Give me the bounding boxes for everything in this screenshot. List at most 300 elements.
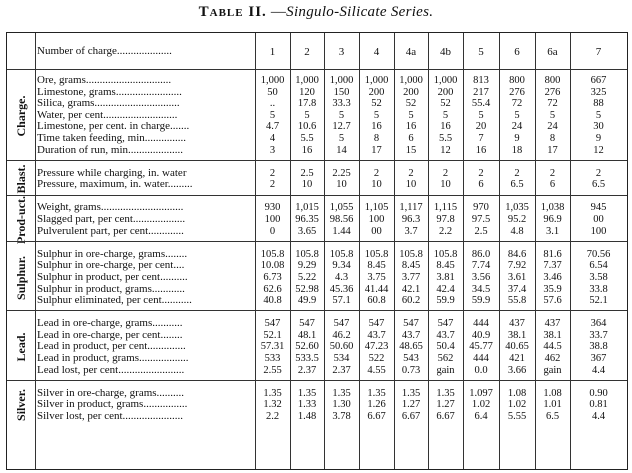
table-cell: 3.61 xyxy=(507,271,527,283)
table-cell: 1.35 xyxy=(332,387,351,399)
table-cell: 6.73 xyxy=(263,271,282,283)
table-cell: 3.78 xyxy=(332,410,351,422)
table-cell: 38.1 xyxy=(507,329,527,341)
table-cell: 57.1 xyxy=(332,295,351,307)
table-cell: 100 xyxy=(590,225,607,237)
table-cell: 1,000 xyxy=(295,75,319,86)
table-cell: 12 xyxy=(440,144,451,156)
group-divider xyxy=(7,310,627,311)
table-subtitle: Singulo-Silicate Series. xyxy=(286,4,434,20)
table-cell: 15 xyxy=(405,144,417,156)
table-cell: 8 xyxy=(549,133,556,144)
table-cell: 5 xyxy=(304,109,310,121)
column-header-6: 4b xyxy=(440,46,451,58)
table-cell: 1.27 xyxy=(436,399,455,411)
table-cell: 3.1 xyxy=(545,225,560,237)
table-cell: 4.4 xyxy=(591,410,606,422)
table-cell: 6.5 xyxy=(591,179,606,191)
table-cell: 1.27 xyxy=(401,399,421,411)
table-cell: 17 xyxy=(547,144,558,156)
table-cell: 55.8 xyxy=(507,295,527,307)
table-cell: 1.02 xyxy=(507,399,527,411)
table-cell: 325 xyxy=(590,86,607,98)
table-cell: 1,000 xyxy=(433,75,458,86)
row-label: Lead lost, per cent........................ xyxy=(37,364,185,376)
table-cell: 98.56 xyxy=(329,214,354,225)
header-label: Number of charge.................... xyxy=(37,46,172,57)
table-cell: 3.75 xyxy=(367,271,386,283)
table-cell: 2.2 xyxy=(265,410,280,422)
table-cell: 120 xyxy=(299,86,315,98)
table-cell: 62.6 xyxy=(263,283,282,295)
table-cell: 6.5 xyxy=(510,179,524,191)
table-cell: 3.77 xyxy=(401,271,421,283)
table-cell: 3.7 xyxy=(404,225,418,237)
table-cell: 1,000 xyxy=(399,75,423,86)
table-cell: 150 xyxy=(333,86,350,98)
table-cell: 10 xyxy=(301,179,313,191)
table-cell: 00 xyxy=(593,214,604,225)
table-cell: 1,000 xyxy=(260,75,285,86)
table-cell: 7 xyxy=(478,133,484,144)
table-cell: 7.92 xyxy=(507,260,527,272)
table-cell: 8.45 xyxy=(367,260,386,272)
row-label: Pressure while charging, in. water xyxy=(37,167,187,179)
table-cell: 7.37 xyxy=(543,260,562,272)
table-cell: 30 xyxy=(593,121,604,133)
table-cell: 6.67 xyxy=(367,410,386,422)
table-cell: 543 xyxy=(403,353,419,364)
table-cell: 72 xyxy=(547,98,558,110)
table-cell: 88 xyxy=(593,98,604,110)
table-cell: 217 xyxy=(473,86,489,98)
table-cell: 437 xyxy=(509,318,525,330)
table-cell: 3 xyxy=(269,144,276,156)
table-cell: 0.90 xyxy=(589,387,608,399)
table-cell: 421 xyxy=(509,353,525,364)
row-label: Limestone, per cent. in charge....... xyxy=(37,121,190,133)
table-cell: 18 xyxy=(511,144,523,156)
table-cell: 52 xyxy=(371,98,382,110)
table-cell: 1.44 xyxy=(332,225,351,237)
table-cell: 49.9 xyxy=(297,295,317,307)
table-cell: 2.55 xyxy=(263,364,282,376)
table-cell: 9 xyxy=(514,133,520,144)
table-cell: 1.35 xyxy=(367,387,386,399)
table-cell: 50 xyxy=(267,86,278,98)
row-label: Lead in ore-charge, grams........... xyxy=(37,318,183,330)
table-cell: 930 xyxy=(264,202,281,214)
table-cell: 5 xyxy=(408,109,414,121)
group-label: Prod-uct. xyxy=(14,195,28,244)
table-cell: 46.2 xyxy=(332,329,351,341)
table-cell: 3.58 xyxy=(589,271,608,283)
table-cell: 105.8 xyxy=(329,248,354,260)
table-cell: 35.9 xyxy=(543,283,562,295)
table-cell: 40.9 xyxy=(471,329,491,341)
table-cell: 2 xyxy=(373,167,380,179)
table-cell: 0.81 xyxy=(589,399,608,411)
table-cell: 522 xyxy=(368,353,385,364)
table-cell: 3.46 xyxy=(543,271,562,283)
table-cell: 5 xyxy=(595,109,602,121)
table-cell: 3.81 xyxy=(436,271,455,283)
group-divider xyxy=(7,241,627,242)
table-cell: 8.45 xyxy=(401,260,421,272)
table-cell: 97.5 xyxy=(471,214,491,225)
row-label: Sulphur eliminated, per cent........... xyxy=(37,295,192,307)
column-header-2: 2 xyxy=(304,46,310,58)
table-cell: 547 xyxy=(368,318,385,330)
table-cell: 1.35 xyxy=(297,387,317,399)
group-label: Sulphur. xyxy=(14,255,28,300)
table-cell: 40.65 xyxy=(505,341,529,353)
table-cell: 97.8 xyxy=(436,214,455,225)
table-cell: 1.01 xyxy=(543,399,562,411)
group-divider xyxy=(7,195,627,196)
table-cell: 57.31 xyxy=(260,341,285,353)
column-header-4: 4 xyxy=(373,46,380,58)
table-cell: 813 xyxy=(473,75,489,86)
table-cell: 2 xyxy=(478,167,484,179)
table-cell: gain xyxy=(436,364,455,376)
table-cell: 5 xyxy=(373,109,380,121)
table-cell: 3.65 xyxy=(297,225,317,237)
table-cell: 33.3 xyxy=(332,98,351,110)
table-cell: 52 xyxy=(440,98,451,110)
table-cell: 562 xyxy=(437,353,454,364)
table-cell: 547 xyxy=(333,318,350,330)
table-cell: 547 xyxy=(403,318,419,330)
table-cell: 200 xyxy=(437,86,454,98)
table-cell: 48.1 xyxy=(297,329,317,341)
table-cell: 945 xyxy=(590,202,607,214)
table-cell: 6.67 xyxy=(401,410,421,422)
table-cell: 2 xyxy=(549,167,556,179)
row-label: Lead in product, per cent.............. xyxy=(37,341,186,353)
column-header-1: 1 xyxy=(269,46,276,58)
table-cell: 444 xyxy=(473,353,489,364)
table-cell: 81.6 xyxy=(543,248,562,260)
table-cell: 6 xyxy=(408,133,414,144)
table-cell: 3.66 xyxy=(507,364,527,376)
table-cell: 42.4 xyxy=(436,283,455,295)
row-label: Lead in ore-charge, per cent........ xyxy=(37,329,183,341)
table-cell: 105.8 xyxy=(399,248,423,260)
table-cell: 6.67 xyxy=(436,410,455,422)
table-cell: gain xyxy=(543,364,562,376)
table-cell: 20 xyxy=(475,121,487,133)
table-cell: 533.5 xyxy=(295,353,319,364)
table-cell: 533 xyxy=(264,353,281,364)
column-header-3: 3 xyxy=(338,46,345,58)
table-cell: 16 xyxy=(371,121,382,133)
table-cell: .. xyxy=(269,98,276,110)
table-cell: 1,105 xyxy=(364,202,389,214)
table-cell: 50.4 xyxy=(436,341,455,353)
table-cell: 364 xyxy=(590,318,607,330)
table-cell: 16 xyxy=(440,121,451,133)
table-cell: 547 xyxy=(299,318,315,330)
table-cell: 72 xyxy=(511,98,523,110)
group-divider xyxy=(7,160,627,161)
table-cell: 55.4 xyxy=(471,98,491,110)
table-cell: 100 xyxy=(368,214,385,225)
table-cell: 800 xyxy=(544,75,561,86)
data-table xyxy=(6,32,628,470)
table-cell: 7.74 xyxy=(471,260,491,272)
table-cell: 105.8 xyxy=(295,248,319,260)
column-header-10: 7 xyxy=(595,46,602,58)
table-cell: 47.23 xyxy=(364,341,389,353)
table-cell: 437 xyxy=(544,318,561,330)
table-cell: 5 xyxy=(442,109,449,121)
table-cell: 5.5 xyxy=(300,133,314,144)
table-cell: 2 xyxy=(269,167,276,179)
header-divider xyxy=(7,69,627,70)
table-cell: 12.7 xyxy=(332,121,351,133)
table-cell: 105.8 xyxy=(260,248,285,260)
table-cell: 5.55 xyxy=(507,410,527,422)
table-cell: 0.0 xyxy=(474,364,488,376)
table-cell: 10 xyxy=(405,179,417,191)
table-cell: 38.8 xyxy=(589,341,608,353)
table-cell: 547 xyxy=(437,318,454,330)
table-cell: 2 xyxy=(595,167,602,179)
column-header-9: 6a xyxy=(547,46,558,58)
table-cell: 12 xyxy=(593,144,604,156)
table-title xyxy=(0,4,632,24)
table-cell: 60.8 xyxy=(367,295,386,307)
table-cell: 1.35 xyxy=(401,387,421,399)
table-cell: 52 xyxy=(405,98,417,110)
group-label: Lead. xyxy=(14,332,28,362)
table-cell: 16 xyxy=(475,144,487,156)
table-cell: 276 xyxy=(544,86,561,98)
table-number: Table II. xyxy=(198,4,267,20)
table-cell: 462 xyxy=(544,353,561,364)
row-label: Ore, grams............................... xyxy=(37,75,172,86)
table-cell: 1,035 xyxy=(505,202,529,214)
table-cell: 276 xyxy=(509,86,525,98)
table-cell: 9.29 xyxy=(297,260,317,272)
table-cell: 43.7 xyxy=(436,329,455,341)
table-cell: 2 xyxy=(269,179,276,191)
table-cell: 9 xyxy=(595,133,602,144)
table-cell: 4.55 xyxy=(367,364,386,376)
table-cell: 4.8 xyxy=(510,225,524,237)
table-cell: 800 xyxy=(509,75,525,86)
table-cell: 43.7 xyxy=(367,329,386,341)
row-label: Sulphur in product, grams............ xyxy=(37,283,185,295)
table-cell: 5 xyxy=(514,109,520,121)
table-cell: 970 xyxy=(473,202,489,214)
table-cell: 57.6 xyxy=(543,295,562,307)
table-cell: 1.08 xyxy=(507,387,527,399)
table-cell: 00 xyxy=(371,225,382,237)
table-cell: 5 xyxy=(338,109,345,121)
table-cell: 95.2 xyxy=(507,214,527,225)
table-cell: 45.36 xyxy=(329,283,354,295)
table-cell: 1,115 xyxy=(433,202,458,214)
row-label: Duration of run, min.................... xyxy=(37,144,184,156)
table-cell: 33.8 xyxy=(589,283,608,295)
table-cell: 2 xyxy=(408,167,414,179)
table-cell: 42.1 xyxy=(401,283,421,295)
table-cell: 200 xyxy=(403,86,419,98)
table-cell: 1.26 xyxy=(367,399,386,411)
table-cell: 84.6 xyxy=(507,248,527,260)
table-cell: 8 xyxy=(373,133,380,144)
table-cell: 14 xyxy=(336,144,347,156)
table-cell: 200 xyxy=(368,86,385,98)
table-cell: 96.35 xyxy=(295,214,319,225)
table-cell: 2 xyxy=(514,167,520,179)
table-cell: 17 xyxy=(371,144,382,156)
table-cell: 70.56 xyxy=(586,248,611,260)
table-cell: 3.56 xyxy=(471,271,491,283)
table-cell: 6.5 xyxy=(545,410,560,422)
table-cell: 1,000 xyxy=(364,75,389,86)
table-cell: 5 xyxy=(269,109,276,121)
table-cell: 43.7 xyxy=(401,329,421,341)
table-cell: 96.3 xyxy=(401,214,421,225)
table-cell: 2.5 xyxy=(300,167,314,179)
table-cell: 34.5 xyxy=(471,283,491,295)
column-header-5: 4a xyxy=(405,46,417,58)
table-cell: 4.4 xyxy=(591,364,606,376)
table-cell: 100 xyxy=(264,214,281,225)
table-cell: 48.65 xyxy=(399,341,423,353)
title-dash: — xyxy=(270,4,287,20)
row-label: Weight, grams.............................. xyxy=(37,202,184,214)
group-label: Blast. xyxy=(14,164,28,194)
table-cell: 59.9 xyxy=(471,295,491,307)
table-cell: 1.097 xyxy=(469,387,493,399)
table-cell: 1.33 xyxy=(297,399,317,411)
table-cell: 367 xyxy=(590,353,607,364)
table-cell: 0 xyxy=(269,225,276,237)
table-cell: 1.08 xyxy=(543,387,562,399)
table-cell: 4.3 xyxy=(334,271,349,283)
table-cell: 5.5 xyxy=(438,133,453,144)
table-cell: 17.8 xyxy=(297,98,317,110)
table-cell: 10.08 xyxy=(260,260,285,272)
table-cell: 2.2 xyxy=(438,225,453,237)
table-cell: 444 xyxy=(473,318,489,330)
table-cell: 16 xyxy=(405,121,417,133)
table-cell: 1.02 xyxy=(471,399,491,411)
table-cell: 10 xyxy=(336,179,347,191)
row-label: Silver in ore-charge, grams.......... xyxy=(37,387,185,399)
table-cell: 40.8 xyxy=(263,295,282,307)
row-label: Pressure, maximum, in. water......... xyxy=(37,179,193,191)
table-cell: 667 xyxy=(590,75,607,86)
table-cell: 6 xyxy=(549,179,556,191)
table-cell: 4 xyxy=(269,133,276,144)
group-label: Silver. xyxy=(14,389,28,422)
table-cell: 59.9 xyxy=(436,295,455,307)
table-cell: 38.1 xyxy=(543,329,562,341)
table-cell: 6.54 xyxy=(589,260,608,272)
table-cell: 5 xyxy=(549,109,556,121)
table-cell: 50.60 xyxy=(329,341,354,353)
table-cell: 37.4 xyxy=(507,283,527,295)
table-cell: 52.1 xyxy=(263,329,282,341)
table-cell: 105.8 xyxy=(364,248,389,260)
table-cell: 45.77 xyxy=(469,341,493,353)
table-cell: 96.9 xyxy=(543,214,562,225)
table-cell: 1,055 xyxy=(329,202,354,214)
table-cell: 24 xyxy=(511,121,523,133)
table-cell: 4.7 xyxy=(265,121,280,133)
table-cell: 5.22 xyxy=(297,271,317,283)
table-cell: 5 xyxy=(338,133,345,144)
group-label: Charge. xyxy=(14,95,28,137)
table-cell: 105.8 xyxy=(433,248,458,260)
table-cell: 1.35 xyxy=(436,387,455,399)
table-cell: 8.45 xyxy=(436,260,455,272)
row-label: Slagged part, per cent................... xyxy=(37,214,186,225)
table-cell: 33.7 xyxy=(589,329,608,341)
table-cell: 24 xyxy=(547,121,558,133)
table-cell: 1.30 xyxy=(332,399,351,411)
group-divider xyxy=(7,380,627,381)
table-cell: 60.2 xyxy=(401,295,421,307)
table-cell: 1,000 xyxy=(329,75,354,86)
table-cell: 1.48 xyxy=(297,410,317,422)
table-cell: 16 xyxy=(301,144,313,156)
table-cell: 10 xyxy=(371,179,382,191)
row-label: Silica, grams............................... xyxy=(37,98,180,110)
row-label: Sulphur in ore-charge, per cent.... xyxy=(37,260,185,272)
row-label: Water, per cent........................... xyxy=(37,109,178,121)
table-cell: 1,038 xyxy=(540,202,565,214)
column-header-8: 6 xyxy=(514,46,520,58)
table-cell: 2.25 xyxy=(332,167,351,179)
table-cell: 52.60 xyxy=(295,341,319,353)
table-cell: 10 xyxy=(440,179,451,191)
table-cell: 1.35 xyxy=(263,387,282,399)
row-label: Time taken feeding, min............... xyxy=(37,133,186,144)
table-cell: 1.32 xyxy=(263,399,282,411)
table-cell: 1,015 xyxy=(295,202,319,214)
table-cell: 2 xyxy=(442,167,449,179)
table-cell: 10.6 xyxy=(297,121,317,133)
table-cell: 2.37 xyxy=(332,364,351,376)
table-cell: 6.4 xyxy=(474,410,488,422)
row-label: Lead in product, grams.................. xyxy=(37,353,189,364)
column-divider xyxy=(35,33,36,469)
table-cell: 534 xyxy=(333,353,350,364)
row-label: Sulphur in product, per cent.......... xyxy=(37,271,188,283)
row-label: Silver lost, per cent...................... xyxy=(37,410,184,422)
table-cell: 2.37 xyxy=(297,364,317,376)
column-header-7: 5 xyxy=(478,46,484,58)
row-label: Sulphur in ore-charge, grams........ xyxy=(37,248,188,260)
table-cell: 5 xyxy=(478,109,484,121)
table-cell: 44.5 xyxy=(543,341,562,353)
table-cell: 9.34 xyxy=(332,260,351,272)
table-cell: 2.5 xyxy=(474,225,488,237)
table-cell: 86.0 xyxy=(471,248,491,260)
table-cell: 547 xyxy=(264,318,281,330)
table-cell: 6 xyxy=(478,179,484,191)
row-label: Pulverulent part, per cent............. xyxy=(37,225,184,237)
table-cell: 52.1 xyxy=(589,295,608,307)
table-cell: 52.98 xyxy=(295,283,319,295)
row-label: Limestone, grams........................ xyxy=(37,86,182,98)
